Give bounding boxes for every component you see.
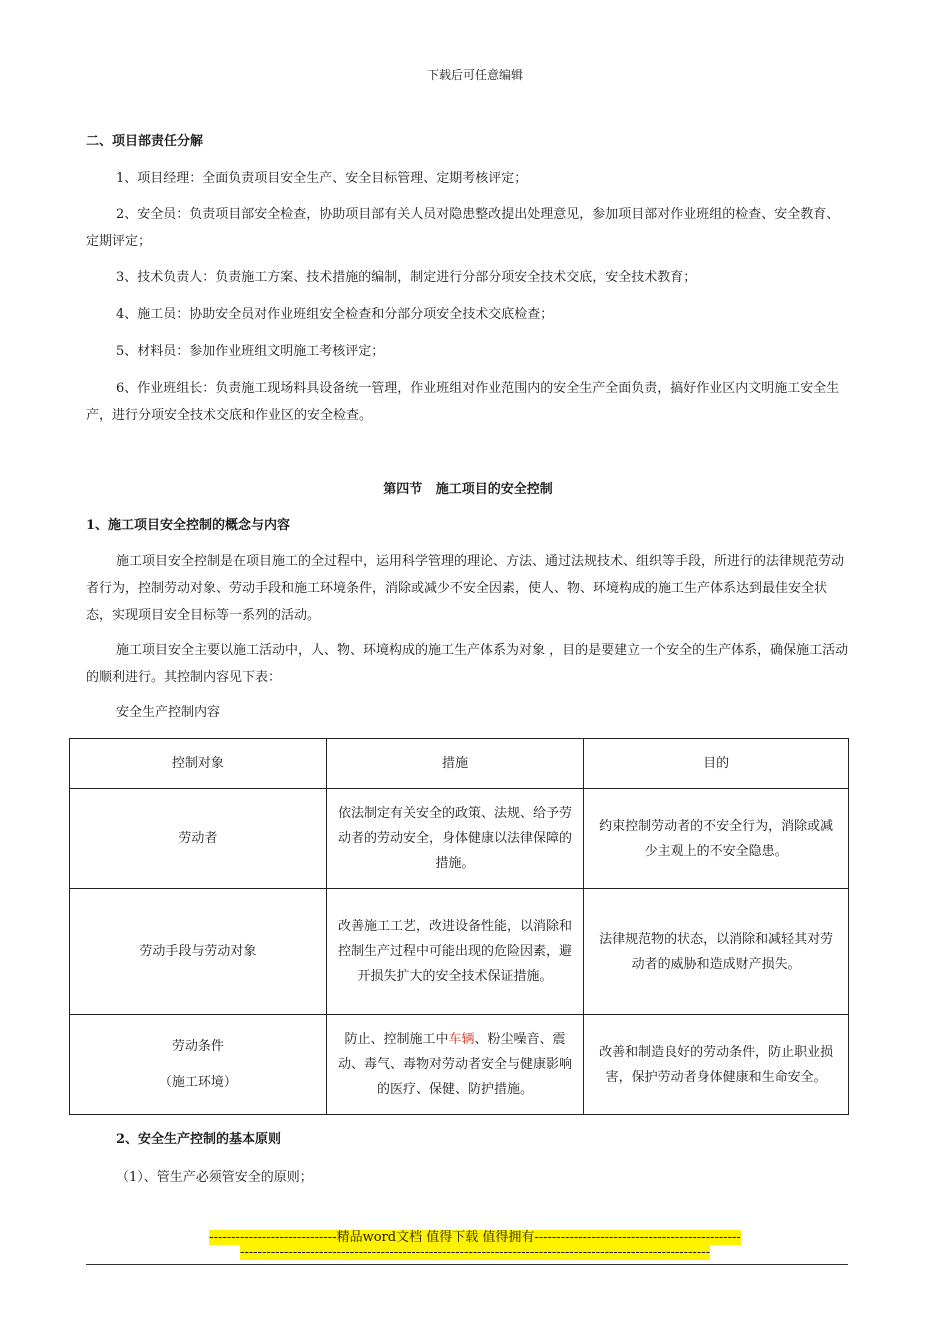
header-cell-purpose: 目的 bbox=[584, 739, 849, 789]
table-row bbox=[70, 789, 849, 889]
responsibility-item-1: 1、项目经理：全面负责项目安全生产、安全目标管理、定期考核评定； bbox=[116, 171, 528, 186]
subsection-heading-1: 1、施工项目安全控制的概念与内容 bbox=[86, 518, 291, 533]
responsibility-item-4: 4、施工员：协助安全员对作业班组安全检查和分部分项安全技术交底检查； bbox=[116, 307, 554, 322]
header-note: 下载后可任意编辑 bbox=[426, 68, 523, 82]
footer-banner-text-1: -----------------------------精品word文档 值得下载 值得拥有----------------------------------------------- bbox=[209, 1230, 741, 1245]
section-title: 第四节 施工项目的安全控制 bbox=[383, 482, 553, 497]
cell-purpose: 法律规范物的状态，以消除和减轻其对劳动者的威胁和造成财产损失。 bbox=[584, 889, 849, 1015]
measure-text-before: 防止、控制施工中 bbox=[344, 1032, 449, 1047]
responsibility-item-2: 2、安全员：负责项目部安全检查，协助项目部有关人员对隐患整改提出处理意见，参加项目部对作业班组的检查、安全教育、定期评定； bbox=[86, 207, 840, 249]
cell-measure: 依法制定有关安全的政策、法规、给予劳动者的劳动安全，身体健康以法律保障的措施。 bbox=[326, 789, 584, 889]
measure-text-highlight: 车辆 bbox=[448, 1032, 475, 1047]
footer-banner-line-2 bbox=[0, 1244, 950, 1262]
responsibility-item-5: 5、材料员：参加作业班组文明施工考核评定； bbox=[116, 344, 385, 359]
paragraph-scope: 施工项目安全主要以施工活动中，人、物、环境构成的施工生产体系为对象 ，目的是要建立一个安全的生产体系，确保施工活动的顺利进行。其控制内容见下表： bbox=[86, 643, 849, 685]
section-heading-responsibility: 二、项目部责任分解 bbox=[86, 134, 204, 149]
responsibility-item-3: 3、技术负责人：负责施工方案、技术措施的编制，制定进行分部分项安全技术交底，安全技术教育； bbox=[116, 270, 697, 285]
table-caption: 安全生产控制内容 bbox=[116, 705, 221, 720]
cell-measure: 改善施工工艺，改进设备性能，以消除和控制生产过程中可能出现的危险因素，避开损失扩大的安全技术保证措施。 bbox=[326, 889, 584, 1015]
cell-purpose: 约束控制劳动者的不安全行为，消除或减少主观上的不安全隐患。 bbox=[584, 789, 849, 889]
header-cell-measure: 措施 bbox=[326, 739, 584, 789]
cell-measure bbox=[326, 1015, 584, 1115]
footer-divider bbox=[86, 1264, 848, 1265]
subsection-heading-2: 2、安全生产控制的基本原则 bbox=[116, 1132, 282, 1147]
cell-object: 劳动者 bbox=[70, 789, 327, 889]
principle-item-1: （1）、管生产必须管安全的原则； bbox=[116, 1170, 313, 1185]
cell-object: 劳动手段与劳动对象 bbox=[70, 889, 327, 1015]
cell-purpose: 改善和制造良好的劳动条件，防止职业损害，保护劳动者身体健康和生命安全。 bbox=[584, 1015, 849, 1115]
cell-object bbox=[70, 1015, 327, 1115]
cell-object-main: 劳动条件 bbox=[171, 1039, 224, 1054]
safety-control-table bbox=[69, 738, 849, 1115]
footer-banner-text-2: ----------------------------------------------------------------------------------------------------------- bbox=[239, 1245, 710, 1260]
header-cell-object: 控制对象 bbox=[70, 739, 327, 789]
table-row bbox=[70, 1015, 849, 1115]
table-header-row bbox=[70, 739, 849, 789]
responsibility-item-6: 6、作业班组长：负责施工现场料具设备统一管理，作业班组对作业范围内的安全生产全面负责，搞好作业区内文明施工安全生产，进行分项安全技术交底和作业区的安全检查。 bbox=[86, 381, 840, 423]
paragraph-concept: 施工项目安全控制是在项目施工的全过程中，运用科学管理的理论、方法、通过法规技术、组织等手段，所进行的法律规范劳动者行为，控制劳动对象、劳动手段和施工环境条件，消除或减少不安全因素，使人、物、环境构成的施工生产体系达到最佳安全状态，实现项目安全目标等一系列的活动。 bbox=[86, 554, 845, 623]
measure-text-after: 、粉尘噪音、震动、毒气、毒物对劳动者安全与健康影响的医疗、保健、防护措施。 bbox=[338, 1032, 573, 1097]
cell-object-sub: （施工环境） bbox=[158, 1075, 237, 1090]
table-row bbox=[70, 889, 849, 1015]
